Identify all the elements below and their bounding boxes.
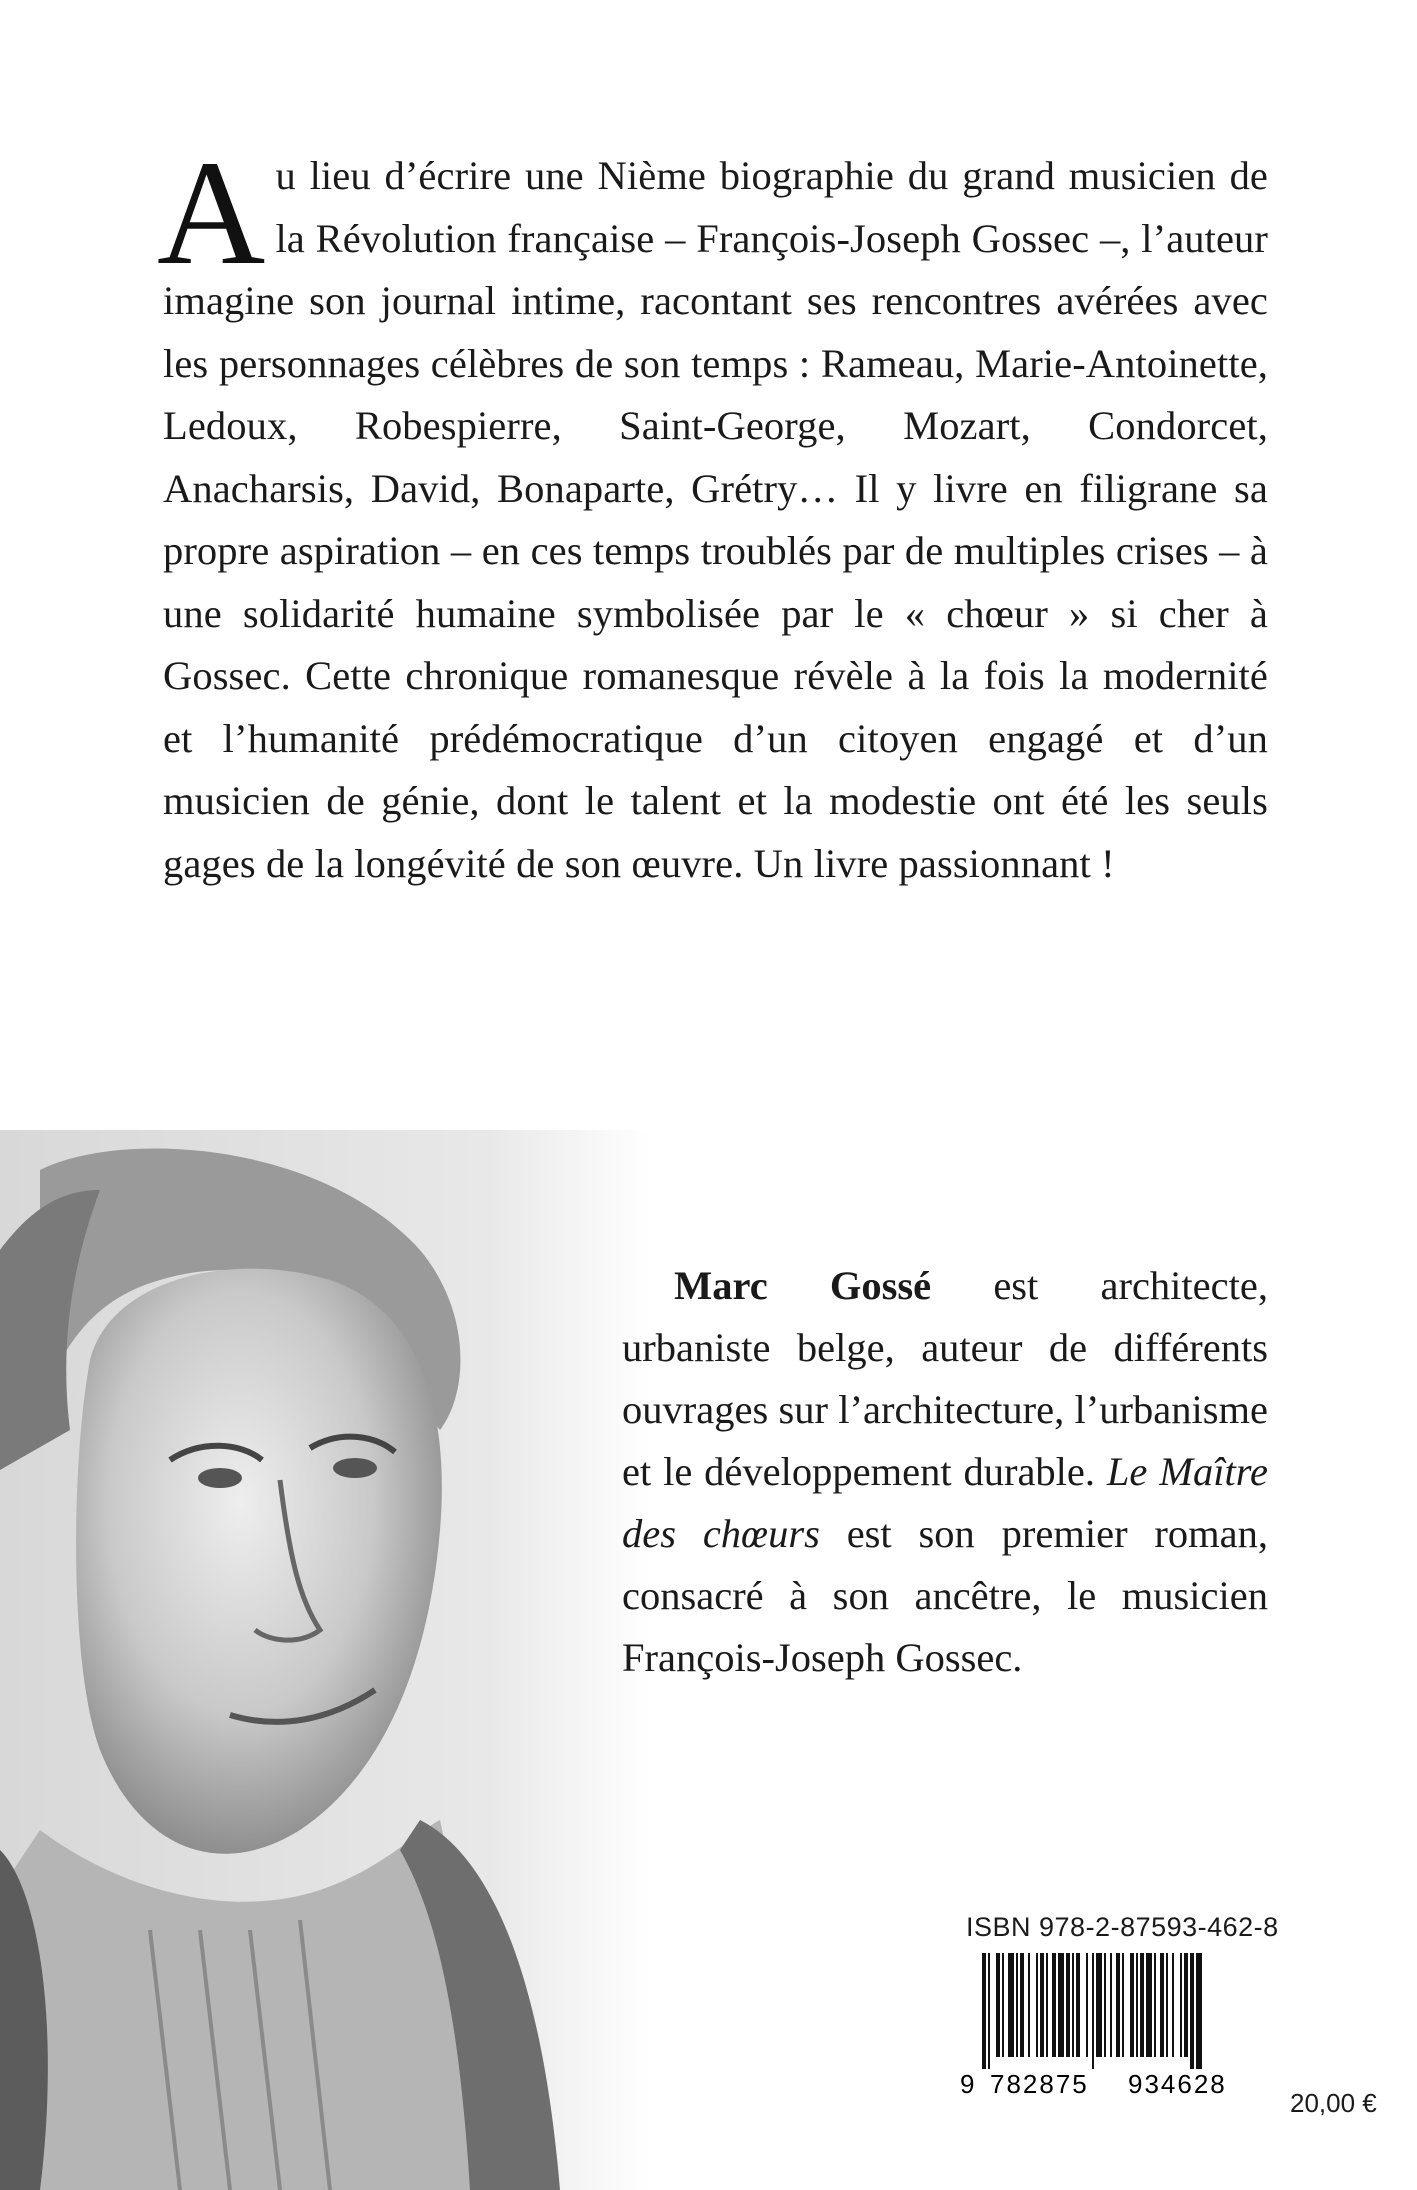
back-cover-blurb	[157, 130, 1268, 895]
barcode-bar	[1166, 1953, 1168, 2057]
barcode-bar	[982, 1953, 986, 2069]
barcode-bar	[1130, 1953, 1134, 2057]
blurb-text: u lieu d’écrire une Nième biographie du grand musicien de la Révolution française – François-Joseph Gossec –, l’auteur imagine son journal intime, racontant ses rencontres avérées avec les personnages célèbres de son temps : Rameau, Marie-Antoinette, Ledoux, Robespierre, Saint-George, Mozart, Condorcet, Anacharsis, David, Bonaparte, Grétry… Il y livre en filigrane sa propre aspiration – en ces temps troublés par de multiples crises – à une solidarité humaine symbolisée par le « chœur » si cher à Gossec. Cette chronique romanesque révèle à la fois la modernité et l’humanité prédémocratique d’un citoyen engagé et d’un musicien de génie, dont le talent et la modestie ont été les seuls gages de la longévité de son œuvre. Un livre passionnant !	[163, 153, 1268, 886]
barcode-bar	[1092, 1953, 1094, 2069]
barcode-bar	[1086, 1953, 1088, 2057]
barcode-bar	[1028, 1953, 1030, 2057]
barcode-digit-first: 9	[960, 2069, 975, 2097]
book-title: Le Maître des chœurs	[622, 1449, 1268, 1556]
barcode-bar	[1046, 1953, 1048, 2057]
barcode-bar	[1076, 1953, 1080, 2057]
barcode-bar	[1184, 1953, 1188, 2057]
barcode-digits-right: 934628	[1128, 2069, 1227, 2097]
bio-text-2: est son premier roman, consacré à son ancêtre, le musicien François-Joseph Gossec.	[622, 1511, 1268, 1680]
barcode-bar	[1002, 1953, 1004, 2057]
barcode-bar	[1180, 1953, 1182, 2057]
barcode-bar	[1160, 1953, 1164, 2057]
barcode-bar	[1146, 1953, 1152, 2057]
barcode-bar	[1052, 1953, 1056, 2057]
bio-text-1: est architecte, urbaniste belge, auteur de différents ouvrages sur l’architecture, l’urbanisme et le développement durable.	[622, 1263, 1268, 1494]
barcode-bar	[1136, 1953, 1138, 2057]
barcode-bar	[1058, 1953, 1064, 2057]
barcode-bar	[1096, 1953, 1102, 2057]
barcode-bar	[1190, 1953, 1194, 2069]
barcode-bar	[996, 1953, 1000, 2057]
price: 20,00 €	[1290, 2088, 1377, 2118]
isbn-label: ISBN 978-2-87593-462-8	[966, 1912, 1279, 1942]
barcode-bar	[988, 1953, 990, 2069]
barcode-bar	[1066, 1953, 1070, 2057]
isbn-barcode-block	[960, 1912, 1279, 2097]
barcode-bar	[1016, 1953, 1018, 2057]
barcode-bar	[1040, 1953, 1044, 2057]
portrait-engraving	[0, 1130, 650, 2190]
barcode-bars	[982, 1953, 1202, 2069]
barcode-bar	[1104, 1953, 1106, 2057]
barcode-bar	[1072, 1953, 1074, 2057]
barcode-bar	[1020, 1953, 1024, 2057]
barcode-bar	[1036, 1953, 1038, 2057]
barcode-bar	[1110, 1953, 1112, 2057]
barcode	[960, 1947, 1270, 2097]
author-bio	[622, 1255, 1268, 1689]
barcode-bar	[1154, 1953, 1156, 2057]
author-name: Marc Gossé	[674, 1263, 932, 1308]
barcode-bar	[1172, 1953, 1174, 2057]
barcode-bar	[1140, 1953, 1144, 2057]
barcode-bar	[1196, 1953, 1202, 2069]
barcode-bar	[1116, 1953, 1120, 2057]
barcode-bar	[1008, 1953, 1014, 2057]
barcode-digits-left: 782875	[990, 2069, 1089, 2097]
barcode-bar	[1122, 1953, 1124, 2057]
drop-cap: A	[157, 130, 266, 296]
